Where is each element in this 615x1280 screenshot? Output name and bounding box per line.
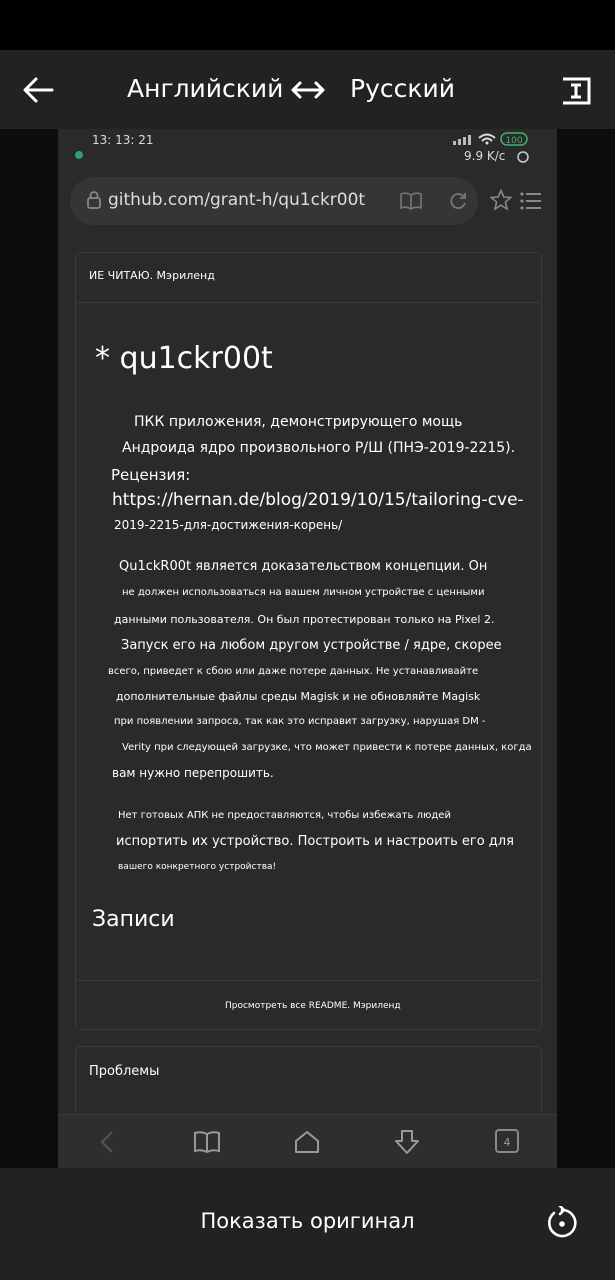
screenshot-status-time: 13: 13: 21 — [92, 133, 154, 147]
blog-link[interactable]: 2019-2215-для-достижения-корень/ — [114, 518, 343, 532]
blog-link[interactable]: https://hernan.de/blog/2019/10/15/tailoring-cve- — [112, 490, 524, 510]
url-text[interactable]: github.com/grant-h/qu1ckr00t — [108, 190, 366, 210]
divider — [76, 302, 541, 303]
notes-heading: Записи — [92, 907, 175, 932]
warning-line: Запуск его на любом другом устройстве / ядре, скорее — [121, 638, 502, 653]
download-icon[interactable] — [393, 1129, 421, 1155]
apk-note-line: испортить их устройство. Построить и настроить его для — [116, 834, 514, 849]
warning-line: вам нужно перепрошить. — [112, 766, 274, 780]
network-speed: 9.9 K/c — [464, 149, 506, 163]
menu-icon[interactable] — [520, 191, 542, 211]
retranslate-icon[interactable] — [545, 1206, 579, 1240]
repo-title: * qu1ckr00t — [95, 341, 273, 376]
description-line: ПКК приложения, демонстрирующего мощь — [134, 414, 463, 430]
browser-bottom-nav — [58, 1114, 557, 1168]
reader-mode-icon[interactable] — [400, 191, 422, 211]
address-bar[interactable] — [70, 177, 478, 225]
back-icon[interactable] — [94, 1129, 122, 1155]
warning-line: Qu1ckR00t является доказательством концепции. Он — [119, 559, 488, 574]
warning-line: не должен использоваться на вашем личном устройстве с ценными — [122, 587, 485, 598]
divider — [76, 980, 541, 981]
issues-heading: Проблемы — [89, 1064, 160, 1079]
text-mode-icon[interactable] — [560, 75, 592, 107]
apk-note-line: вашего конкретного устройства! — [118, 862, 277, 872]
show-original-button[interactable]: Показать оригинал — [200, 1209, 415, 1233]
system-status-bar — [0, 0, 615, 50]
battery-level: 100 — [505, 136, 523, 146]
bookmark-star-icon[interactable] — [490, 189, 512, 211]
source-language[interactable]: Английский — [127, 74, 284, 103]
view-all-readme-link[interactable]: Просмотреть все README. Мэриленд — [225, 1001, 401, 1011]
warning-line: дополнительные файлы среды Magisk и не обновляйте Magisk — [116, 690, 481, 703]
bottom-action-bar — [0, 1168, 615, 1280]
warning-line: при появлении запроса, так как это исправит загрузку, нарушая DM - — [114, 716, 486, 727]
bookmarks-icon[interactable] — [193, 1129, 221, 1155]
translated-screenshot — [58, 129, 557, 1168]
back-arrow-icon[interactable] — [22, 75, 54, 105]
warning-line: всего, приведет к сбою или даже потере данных. Не устанавливайте — [108, 666, 479, 677]
left-margin — [0, 129, 58, 1168]
tab-count-button[interactable]: 4 — [495, 1129, 519, 1153]
home-icon[interactable] — [293, 1129, 321, 1155]
right-margin — [557, 129, 615, 1168]
description-line: Рецензия: — [111, 466, 191, 484]
notification-dot — [75, 151, 83, 159]
reload-icon[interactable] — [448, 191, 468, 211]
target-language[interactable]: Русский — [350, 74, 455, 103]
translate-toolbar — [0, 50, 615, 129]
warning-line: Verity при следующей загрузке, что может привести к потере данных, когда — [122, 742, 532, 753]
warning-line: данными пользователя. Он был протестирован только на Pixel 2. — [114, 613, 495, 626]
lock-icon — [86, 190, 102, 210]
swap-languages-icon[interactable] — [290, 77, 326, 103]
apk-note-line: Нет готовых АПК не предоставляются, чтобы избежать людей — [118, 810, 451, 821]
readme-header: ИЕ ЧИТАЮ. Мэриленд — [89, 269, 215, 282]
description-line: Андроида ядро произвольного Р/Ш (ПНЭ-2019-2215). — [122, 440, 516, 456]
